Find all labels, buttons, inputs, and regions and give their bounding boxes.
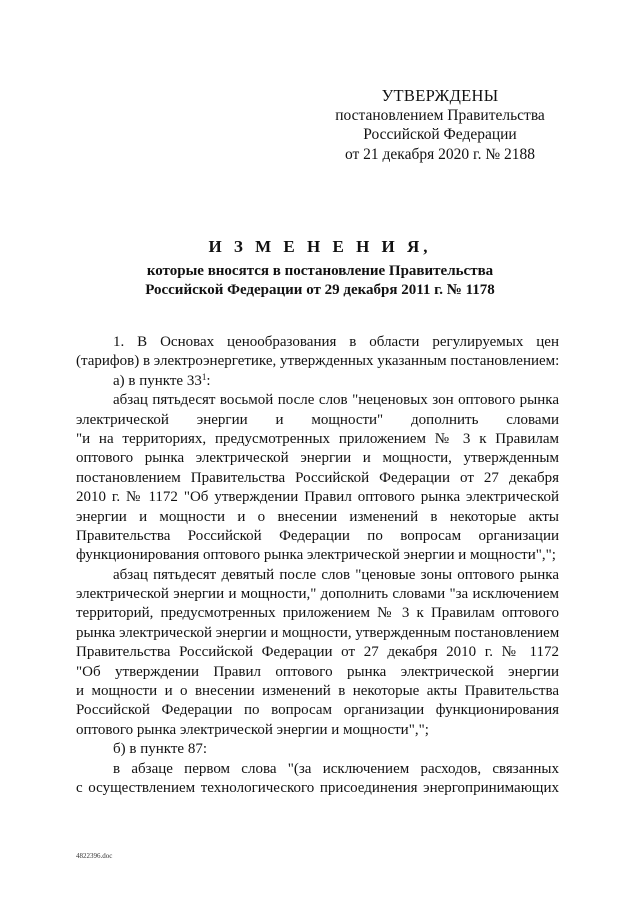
paragraph-59-line: территорий, предусмотренных приложением № 3 к Правилам оптового (76, 605, 559, 622)
paragraph-58-line: энергии и мощности и о внесении изменений в некоторые акты (76, 508, 559, 525)
item-a-heading (76, 372, 559, 391)
approval-block (330, 86, 550, 164)
paragraph-58-line: постановлением Правительства Российской Федерации от 27 декабря (76, 469, 559, 486)
item-b-heading: б) в пункте 87: (113, 741, 207, 758)
approval-line-3: от 21 декабря 2020 г. № 2188 (344, 145, 536, 163)
document-body (76, 333, 559, 798)
subtitle-line-2: Российской Федерации от 29 декабря 2011 г. № 1178 (145, 282, 495, 298)
approval-line-2: Российской Федерации (363, 126, 517, 143)
paragraph-59-line: электрической энергии и мощности," дополнить словами "за исключением (76, 586, 559, 603)
paragraph-first-line: в абзаце первом слова "(за исключением расходов, связанных (113, 760, 559, 777)
approval-title: УТВЕРЖДЕНЫ (381, 86, 499, 105)
item-a-text: а) в пункте 33 (113, 372, 202, 389)
paragraph-59-line: оптового рынка электрической энергии и мощности","; (76, 721, 429, 738)
item-a-superscript: 1 (201, 371, 207, 382)
paragraph-59-line: "Об утверждении Правил оптового рынка электрической энергии (76, 663, 559, 680)
paragraph-58-line: 2010 г. № 1172 "Об утверждении Правил оптового рынка электрической (76, 489, 559, 506)
paragraph-59-line: абзац пятьдесят девятый после слов "ценовые зоны оптового рынка (113, 566, 559, 583)
document-title: И З М Е Н Е Н И Я, (208, 237, 432, 256)
paragraph-58-line: электрической энергии и мощности" дополнить словами (76, 411, 559, 428)
paragraph-58-line: оптового рынка электрической энергии и мощности, утвержденным (76, 450, 559, 467)
file-code: 4822396.doc (76, 852, 113, 860)
paragraph-59-line: Правительства Российской Федерации от 27 декабря 2010 г. № 1172 (76, 644, 559, 661)
paragraph-59-line: Российской Федерации по вопросам организации функционирования (76, 702, 559, 719)
paragraph-59-line: рынка электрической энергии и мощности, утвержденным постановлением (76, 624, 559, 641)
paragraph-first-line: с осуществлением технологического присоединения энергопринимающих (76, 779, 559, 796)
paragraph-58-line: "и на территориях, предусмотренных приложением № 3 к Правилам (76, 430, 559, 447)
paragraph-58-line: Правительства Российской Федерации по вопросам организации (76, 527, 559, 544)
paragraph-1-line: 1. В Основах ценообразования в области регулируемых цен (113, 334, 559, 350)
paragraph-58-line: функционирования оптового рынка электрической энергии и мощности","; (76, 547, 556, 564)
approval-line-1: постановлением Правительства (335, 106, 545, 124)
paragraph-59-line: и мощности и о внесении изменений в некоторые акты Правительства (76, 683, 559, 700)
subtitle-line-1: которые вносятся в постановление Правительства (146, 263, 494, 279)
document-subtitle (0, 262, 640, 300)
paragraph-1-line: (тарифов) в электроэнергетике, утвержденных указанным постановлением: (76, 353, 559, 370)
item-a-colon: : (206, 372, 211, 389)
paragraph-58-line: абзац пятьдесят восьмой после слов "неценовых зон оптового рынка (113, 392, 559, 409)
